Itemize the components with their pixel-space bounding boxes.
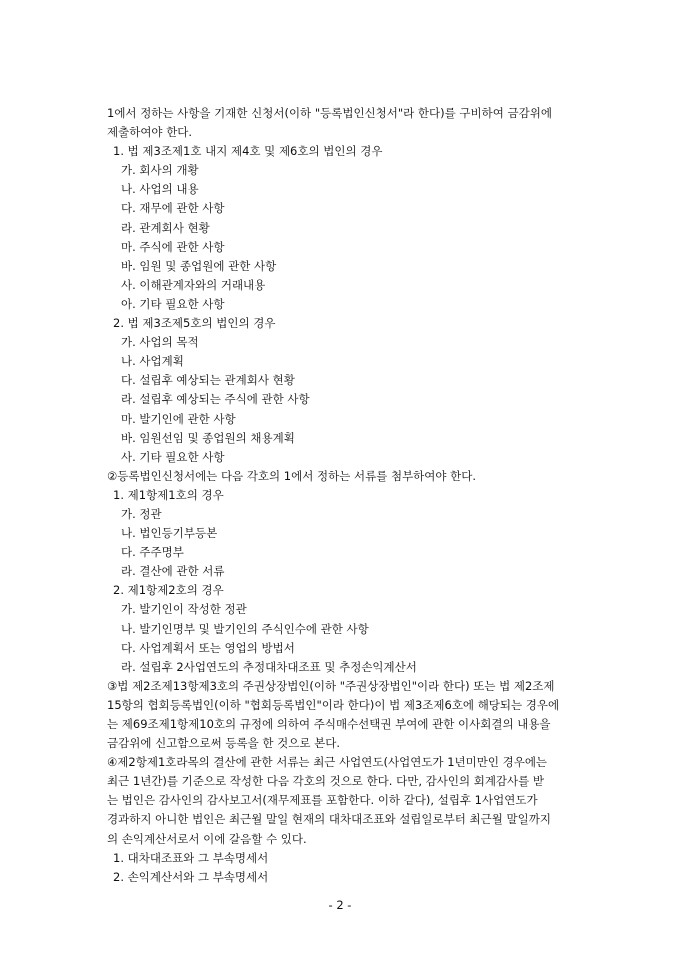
list-item: 라. 결산에 관한 서류 [121, 564, 225, 579]
paragraph-line: 는 법인은 감사인의 감사보고서(재무제표를 포함한다. 이하 같다), 설립후 1사업연도가 [107, 793, 538, 808]
list-item: 다. 사업계획서 또는 영업의 방법서 [121, 640, 295, 655]
list-item: 바. 임원선임 및 종업원의 채용계획 [121, 430, 295, 445]
list-item: 가. 정관 [121, 506, 162, 521]
intro-line: 제출하여야 한다. [107, 125, 193, 140]
list-item: 가. 회사의 개황 [121, 163, 199, 178]
paragraph-2: ②등록법인신청서에는 다음 각호의 1에서 정하는 서류를 첨부하여야 한다. [107, 468, 477, 483]
list-item: 다. 설립후 예상되는 관계회사 현황 [121, 373, 295, 388]
list-item: 사. 기타 필요한 사항 [121, 449, 225, 464]
list-item: 가. 발기인이 작성한 정관 [121, 602, 247, 617]
list-item: 마. 발기인에 관한 사항 [121, 411, 236, 426]
list-item: 나. 사업의 내용 [121, 182, 199, 197]
list-item: 라. 설립후 2사업연도의 추정대차대조표 및 추정손익계산서 [121, 659, 417, 674]
list-item: 가. 사업의 목적 [121, 335, 199, 350]
paragraph-line: 최근 1년간)를 기준으로 작성한 다음 각호의 것으로 한다. 다만, 감사인의 회계감사를 받 [107, 774, 545, 789]
document-body [107, 104, 602, 887]
paragraph-line: 는 제69조제1항제10호의 규정에 의하여 주식매수선택권 부여에 관한 이사회결의 내용을 [107, 717, 551, 731]
list-item: 다. 주주명부 [121, 545, 184, 560]
paragraph-line: 15항의 협회등록법인(이하 "협회등록법인"이라 한다)이 법 제3조제6호에 해당되는 경우에 [107, 697, 560, 712]
paragraph-line: 의 손익계산서로서 이에 갈음할 수 있다. [107, 831, 307, 846]
section-heading: 2. 법 제3조제5호의 법인의 경우 [113, 316, 276, 331]
section-heading: 2. 제1항제2호의 경우 [113, 583, 224, 598]
list-item: 나. 발기인명부 및 발기인의 주식인수에 관한 사항 [121, 621, 369, 636]
paragraph-3 [107, 677, 602, 753]
section-heading: 1. 제1항제1호의 경우 [113, 487, 224, 502]
list-item: 2. 손익계산서와 그 부속명세서 [113, 869, 269, 884]
paragraph-line: 경과하지 아니한 법인은 최근월 말일 현재의 대차대조표와 설립일로부터 최근월 말일까지 [107, 812, 551, 827]
paragraph-line: 금감위에 신고함으로써 등록을 한 것으로 본다. [107, 736, 341, 751]
paragraph-line: ④제2항제1호라목의 결산에 관한 서류는 최근 사업연도(사업연도가 1년미만인 경우에는 [107, 755, 548, 770]
page-number: - 2 - [328, 898, 352, 912]
list-item: 라. 설립후 예상되는 주식에 관한 사항 [121, 392, 310, 407]
list-item: 마. 주식에 관한 사항 [121, 239, 225, 254]
list-item: 다. 재무에 관한 사항 [121, 201, 225, 216]
list-item: 나. 법인등기부등본 [121, 526, 218, 541]
intro-line: 1에서 정하는 사항을 기재한 신청서(이하 "등록법인신청서"라 한다)를 구비하여 금감위에 [107, 106, 552, 120]
list-item: 사. 이해관계자와의 거래내용 [121, 277, 266, 292]
list-item: 라. 관계회사 현황 [121, 220, 210, 235]
list-item: 나. 사업계획 [121, 354, 184, 369]
list-item: 아. 기타 필요한 사항 [121, 296, 225, 311]
paragraph-line: ③법 제2조제13항제3호의 주권상장법인(이하 "주권상장법인"이라 한다) 또는 법 제2조제 [107, 678, 555, 693]
list-item: 1. 대차대조표와 그 부속명세서 [113, 850, 269, 865]
paragraph-4 [107, 753, 602, 848]
list-item: 바. 임원 및 종업원에 관한 사항 [121, 258, 277, 273]
section-heading: 1. 법 제3조제1호 내지 제4호 및 제6호의 법인의 경우 [113, 144, 383, 159]
